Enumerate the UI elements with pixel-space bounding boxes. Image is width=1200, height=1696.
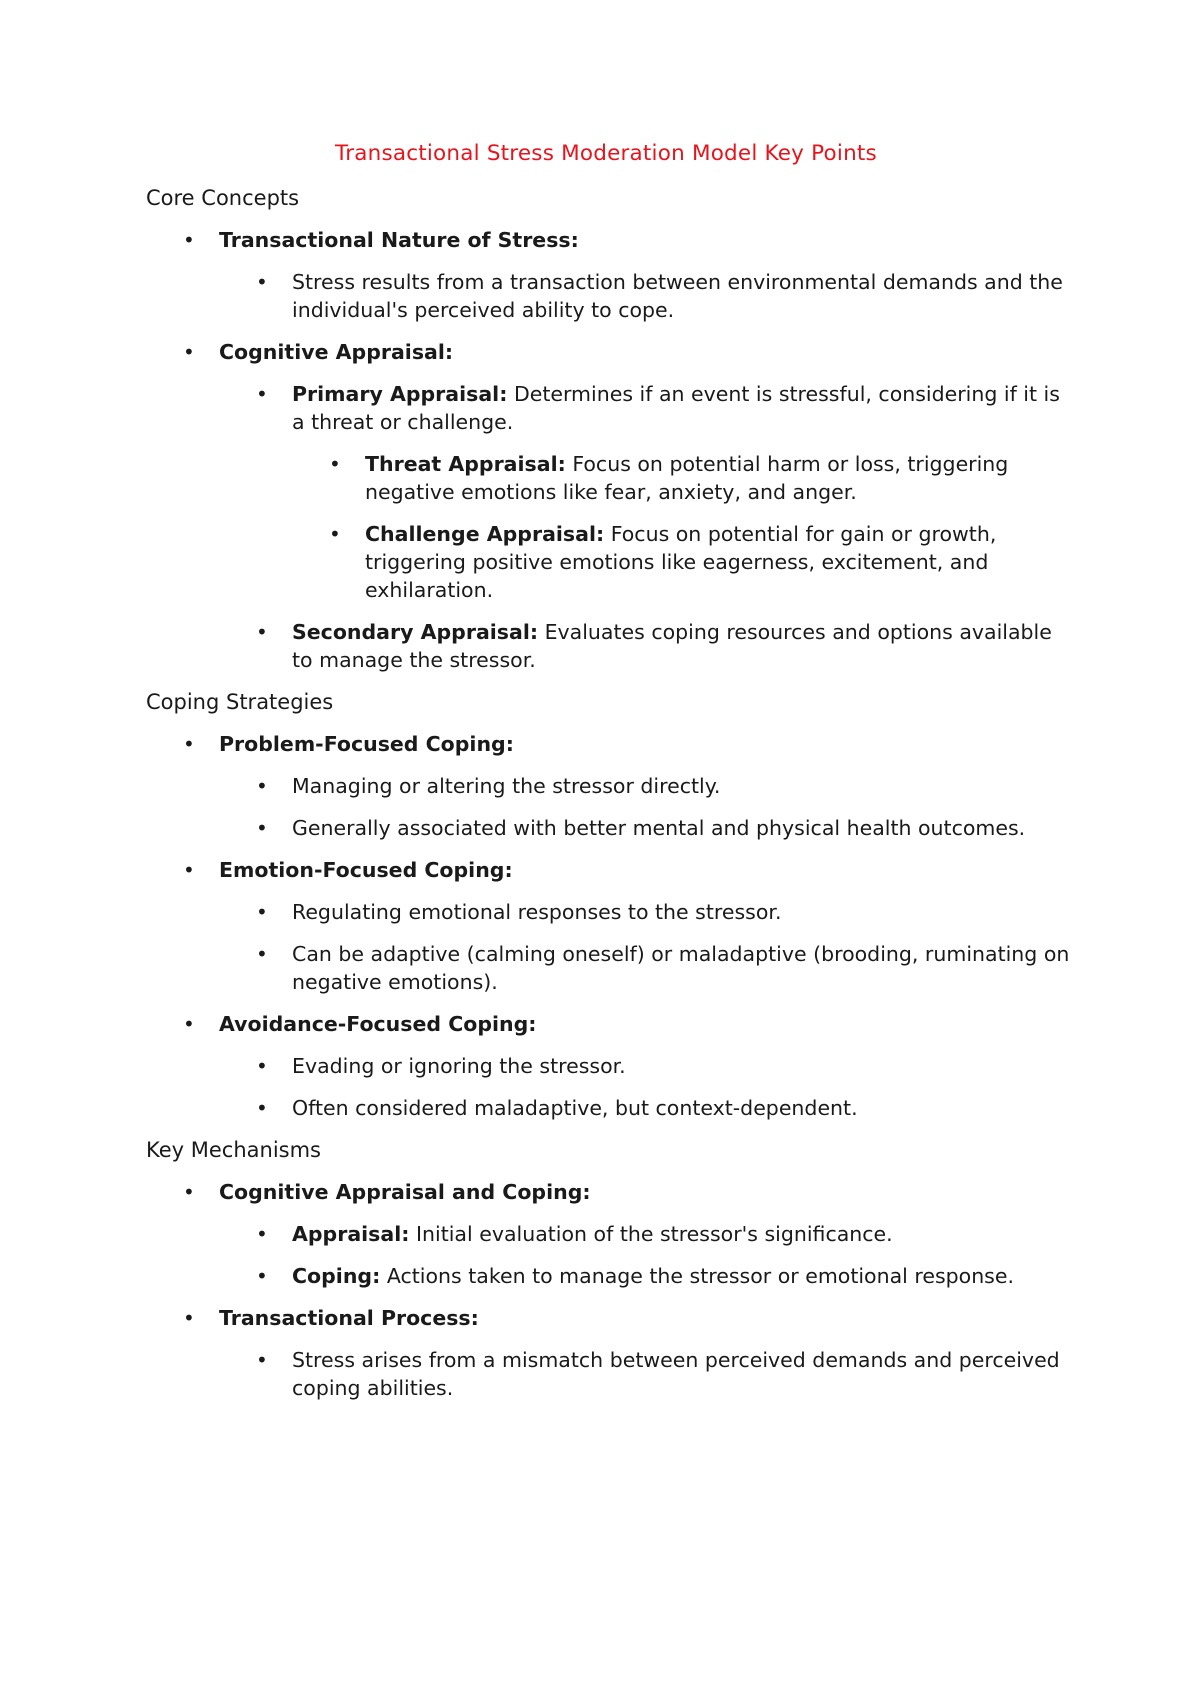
list-item (256, 1262, 1076, 1290)
bullet-icon: • (256, 1264, 268, 1288)
list-item-text-wrap (292, 942, 1069, 994)
item-lead: Coping: (292, 1264, 381, 1288)
sub-list (219, 380, 1076, 674)
list-item-text-wrap (365, 452, 1008, 504)
item-text: Stress arises from a mismatch between perceived demands and perceived coping abilities. (292, 1348, 1060, 1400)
bullet-icon: • (329, 522, 341, 546)
section-heading: Key Mechanisms (146, 1138, 321, 1162)
item-text: Actions taken to manage the stressor or emotional response. (380, 1264, 1014, 1288)
item-lead: Threat Appraisal: (365, 452, 566, 476)
sub-list (219, 772, 1076, 842)
list-item (256, 380, 1076, 604)
list-item (256, 268, 1076, 324)
top-list-item (146, 1010, 1076, 1122)
sub-list (219, 268, 1076, 324)
list-item (256, 1094, 1076, 1122)
bullet-icon: • (256, 816, 268, 840)
list-item-text-wrap (292, 900, 781, 924)
list-item (256, 814, 1076, 842)
bullet-icon: • (256, 1054, 268, 1078)
section-key-mechanisms (146, 1136, 1076, 1402)
list-item (256, 772, 1076, 800)
bullet-icon: • (329, 452, 341, 476)
item-text: Managing or altering the stressor directly. (292, 774, 721, 798)
list-item (329, 450, 1076, 506)
sub-list (219, 1220, 1076, 1290)
section-heading: Coping Strategies (146, 690, 334, 714)
section-heading: Core Concepts (146, 186, 300, 210)
list-item-text-wrap (292, 816, 1025, 840)
top-list (146, 1178, 1076, 1402)
sub-sub-list (292, 450, 1076, 604)
item-lead: Appraisal: (292, 1222, 410, 1246)
list-item (256, 1220, 1076, 1248)
bullet-icon: • (256, 774, 268, 798)
item-lead: Primary Appraisal: (292, 382, 508, 406)
nested-wrap (219, 380, 1076, 674)
top-list-item (146, 1178, 1076, 1290)
list-item (329, 520, 1076, 604)
sections-container (146, 184, 1076, 1402)
document-body (146, 140, 1076, 1416)
item-heading: Transactional Nature of Stress: (219, 228, 579, 252)
list-item-text-wrap (365, 522, 996, 602)
bullet-icon: • (256, 1348, 268, 1372)
sub-list (219, 1346, 1076, 1402)
list-item-text-wrap (292, 620, 1052, 672)
top-list-item (146, 730, 1076, 842)
nested-wrap (219, 772, 1076, 842)
list-item-text-wrap (292, 1348, 1060, 1400)
list-item (256, 898, 1076, 926)
top-list-item (146, 226, 1076, 324)
list-item (256, 1052, 1076, 1080)
bullet-icon: • (183, 858, 195, 882)
bullet-icon: • (256, 942, 268, 966)
top-list-item (146, 338, 1076, 674)
bullet-icon: • (256, 382, 268, 406)
bullet-icon: • (183, 1306, 195, 1330)
item-text: Generally associated with better mental and physical health outcomes. (292, 816, 1026, 840)
item-heading: Problem-Focused Coping: (219, 732, 514, 756)
sub-list (219, 898, 1076, 996)
bullet-icon: • (183, 1180, 195, 1204)
nested-wrap (219, 1346, 1076, 1402)
page-title: Transactional Stress Moderation Model Key Points (335, 141, 877, 166)
bullet-icon: • (256, 900, 268, 924)
bullet-icon: • (183, 1012, 195, 1036)
top-list (146, 226, 1076, 674)
nested-wrap (219, 1052, 1076, 1122)
list-item-text-wrap (292, 1264, 1014, 1288)
item-text: Regulating emotional responses to the stressor. (292, 900, 782, 924)
list-item-text-wrap (292, 270, 1063, 322)
item-heading: Transactional Process: (219, 1306, 479, 1330)
section-coping-strategies (146, 688, 1076, 1122)
list-item-text-wrap (292, 774, 720, 798)
bullet-icon: • (256, 1096, 268, 1120)
item-text: Initial evaluation of the stressor's significance. (409, 1222, 893, 1246)
top-list (146, 730, 1076, 1122)
list-item (256, 618, 1076, 674)
list-item-text-wrap (292, 1096, 858, 1120)
item-lead: Secondary Appraisal: (292, 620, 539, 644)
item-heading: Emotion-Focused Coping: (219, 858, 513, 882)
bullet-icon: • (183, 228, 195, 252)
sub-list (219, 1052, 1076, 1122)
item-text: Evaluates coping resources and options available to manage the stressor. (292, 620, 1052, 672)
nested-wrap (219, 268, 1076, 324)
item-text: Can be adaptive (calming oneself) or maladaptive (brooding, ruminating on negative emotions). (292, 942, 1070, 994)
item-heading: Cognitive Appraisal and Coping: (219, 1180, 591, 1204)
item-text: Focus on potential for gain or growth, triggering positive emotions like eagerness, excitement, and exhilaration. (365, 522, 997, 602)
top-list-item (146, 1304, 1076, 1402)
bullet-icon: • (256, 270, 268, 294)
item-lead: Challenge Appraisal: (365, 522, 605, 546)
item-text: Focus on potential harm or loss, triggering negative emotions like fear, anxiety, and anger. (365, 452, 1009, 504)
item-text: Evading or ignoring the stressor. (292, 1054, 626, 1078)
nested-wrap (219, 1220, 1076, 1290)
list-item (256, 1346, 1076, 1402)
bullet-icon: • (256, 1222, 268, 1246)
top-list-item (146, 856, 1076, 996)
nested-wrap (219, 898, 1076, 996)
item-text: Often considered maladaptive, but context-dependent. (292, 1096, 858, 1120)
bullet-icon: • (183, 732, 195, 756)
list-item-text-wrap (292, 1054, 626, 1078)
item-text: Stress results from a transaction between environmental demands and the individual's perceived ability to cope. (292, 270, 1063, 322)
item-text: Determines if an event is stressful, considering if it is a threat or challenge. (292, 382, 1060, 434)
list-item-text-wrap (292, 382, 1060, 434)
bullet-icon: • (183, 340, 195, 364)
item-heading: Cognitive Appraisal: (219, 340, 454, 364)
item-heading: Avoidance-Focused Coping: (219, 1012, 537, 1036)
bullet-icon: • (256, 620, 268, 644)
section-core-concepts (146, 184, 1076, 674)
list-item-text-wrap (292, 1222, 893, 1246)
list-item (256, 940, 1076, 996)
